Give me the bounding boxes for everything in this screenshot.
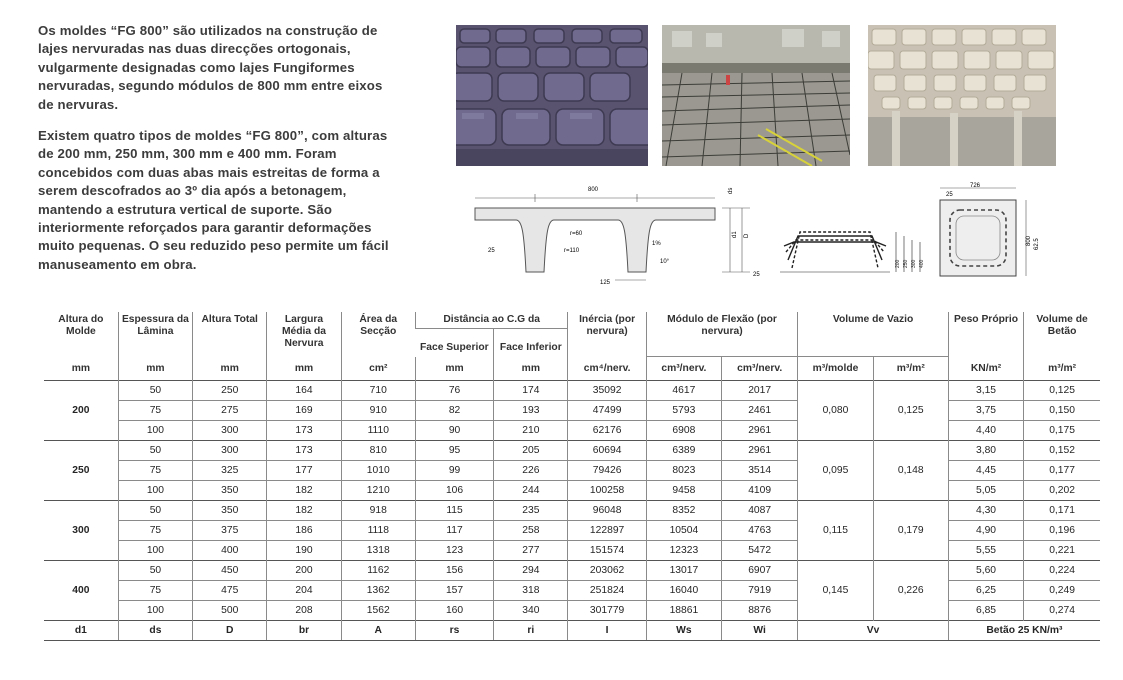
cell-a: 1362 <box>341 581 415 601</box>
r60-label: r=60 <box>570 231 583 237</box>
slope-label: 1% <box>652 241 661 247</box>
cell-betao: 0,175 <box>1024 421 1100 441</box>
cell-br: 164 <box>267 381 341 401</box>
cell-peso: 4,90 <box>948 521 1023 541</box>
d1-label: d1 <box>732 231 738 238</box>
cell-a: 810 <box>341 441 415 461</box>
header-volume: Volume de Vazio <box>798 312 949 357</box>
cell-ds: 75 <box>118 581 192 601</box>
cell-wi: 8876 <box>722 601 798 621</box>
table-row <box>44 561 1100 581</box>
legend-br: br <box>267 621 341 641</box>
cell-ws: 9458 <box>646 481 721 501</box>
cell-ds: 100 <box>118 601 192 621</box>
cell-i: 151574 <box>568 541 646 561</box>
legend-ri: ri <box>494 621 568 641</box>
photo-molds <box>456 25 648 166</box>
cell-ds: 75 <box>118 401 192 421</box>
header-volume-betao: Volume de Betão <box>1024 312 1100 357</box>
cell-volume-molde: 0,115 <box>798 501 873 561</box>
cell-d: 500 <box>193 601 267 621</box>
cell-ws: 18861 <box>646 601 721 621</box>
cell-ri: 258 <box>494 521 568 541</box>
cell-ri: 294 <box>494 561 568 581</box>
header-altura-total: Altura Total <box>193 312 267 357</box>
dim-800-label: 800 <box>588 187 599 193</box>
cell-wi: 2961 <box>722 421 798 441</box>
cell-rs: 157 <box>415 581 493 601</box>
small-label: 25 <box>488 248 495 254</box>
cell-peso: 4,40 <box>948 421 1023 441</box>
cell-d: 325 <box>193 461 267 481</box>
cell-volume-m2: 0,125 <box>873 381 948 441</box>
side-800-label: 800 <box>1026 235 1032 246</box>
cell-ds: 100 <box>118 421 192 441</box>
cell-ws: 8023 <box>646 461 721 481</box>
cell-d: 300 <box>193 421 267 441</box>
cell-rs: 156 <box>415 561 493 581</box>
cell-a: 1010 <box>341 461 415 481</box>
cell-d: 350 <box>193 501 267 521</box>
cell-ws: 4617 <box>646 381 721 401</box>
cell-rs: 117 <box>415 521 493 541</box>
legend-d1: d1 <box>44 621 118 641</box>
cell-betao: 0,171 <box>1024 501 1100 521</box>
cell-ri: 277 <box>494 541 568 561</box>
r110-label: r=110 <box>564 248 580 254</box>
legend-Vv: Vv <box>798 621 949 641</box>
intro-paragraph-1: Os moldes “FG 800” são utilizados na construção de lajes nervuradas nas duas direcções ortogonais, vulgarmente designadas como lajes Fungiformes nervuradas, segundo módulos de 800 mm entre eixos de nervuras. <box>38 23 383 112</box>
cell-peso: 4,30 <box>948 501 1023 521</box>
cell-a: 710 <box>341 381 415 401</box>
cell-i: 96048 <box>568 501 646 521</box>
legend-I: I <box>568 621 646 641</box>
cell-br: 169 <box>267 401 341 421</box>
cell-d: 350 <box>193 481 267 501</box>
header-inercia: Inércia (por nervura) <box>568 312 646 357</box>
cell-i: 301779 <box>568 601 646 621</box>
cross-section-drawing <box>475 187 760 286</box>
cell-d: 400 <box>193 541 267 561</box>
cell-i: 203062 <box>568 561 646 581</box>
cell-rs: 99 <box>415 461 493 481</box>
unit-8: cm³/nerv. <box>646 357 721 381</box>
cell-betao: 0,152 <box>1024 441 1100 461</box>
cell-rs: 76 <box>415 381 493 401</box>
cell-i: 251824 <box>568 581 646 601</box>
cell-volume-m2: 0,179 <box>873 501 948 561</box>
cell-betao: 0,177 <box>1024 461 1100 481</box>
cell-ri: 210 <box>494 421 568 441</box>
cell-d: 450 <box>193 561 267 581</box>
legend-A: A <box>341 621 415 641</box>
cell-a: 918 <box>341 501 415 521</box>
stack-label-2: 250 <box>903 259 909 268</box>
header-face-inferior: Face Inferior <box>494 329 568 357</box>
cell-wi: 3514 <box>722 461 798 481</box>
cell-ri: 226 <box>494 461 568 481</box>
cell-i: 35092 <box>568 381 646 401</box>
intro-text <box>38 22 400 287</box>
cell-br: 173 <box>267 441 341 461</box>
cell-ds: 75 <box>118 521 192 541</box>
stack-label-3: 300 <box>911 259 917 268</box>
cell-altura-molde: 400 <box>44 561 118 621</box>
header-largura: Largura Média da Nervura <box>267 312 341 357</box>
cell-peso: 3,80 <box>948 441 1023 461</box>
cell-ri: 340 <box>494 601 568 621</box>
cell-peso: 6,85 <box>948 601 1023 621</box>
cell-wi: 4763 <box>722 521 798 541</box>
cell-betao: 0,221 <box>1024 541 1100 561</box>
unit-9: cm³/nerv. <box>722 357 798 381</box>
cell-br: 182 <box>267 501 341 521</box>
cell-br: 208 <box>267 601 341 621</box>
stacked-molds-drawing <box>780 232 925 272</box>
cell-d: 375 <box>193 521 267 541</box>
table-row <box>44 501 1100 521</box>
cell-altura-molde: 250 <box>44 441 118 501</box>
unit-7: cm⁴/nerv. <box>568 357 646 381</box>
table-body <box>44 381 1100 621</box>
cell-ri: 318 <box>494 581 568 601</box>
cell-rs: 160 <box>415 601 493 621</box>
cell-wi: 2961 <box>722 441 798 461</box>
angle-label: 10° <box>660 259 670 265</box>
cell-ds: 75 <box>118 461 192 481</box>
cell-a: 1110 <box>341 421 415 441</box>
cell-a: 1318 <box>341 541 415 561</box>
cell-ds: 50 <box>118 441 192 461</box>
cell-d: 275 <box>193 401 267 421</box>
cell-betao: 0,249 <box>1024 581 1100 601</box>
cell-a: 1162 <box>341 561 415 581</box>
cell-ri: 193 <box>494 401 568 421</box>
cell-br: 182 <box>267 481 341 501</box>
unit-10: m³/molde <box>798 357 873 381</box>
cell-betao: 0,274 <box>1024 601 1100 621</box>
top-25-label: 25 <box>946 192 953 198</box>
cell-br: 200 <box>267 561 341 581</box>
unit-11: m³/m² <box>873 357 948 381</box>
cell-rs: 82 <box>415 401 493 421</box>
cell-betao: 0,224 <box>1024 561 1100 581</box>
stack-label-4: 400 <box>919 259 925 268</box>
legend-Wi: Wi <box>722 621 798 641</box>
cell-ws: 8352 <box>646 501 721 521</box>
cell-wi: 4087 <box>722 501 798 521</box>
legend-rs: rs <box>415 621 493 641</box>
photo-waffle-ceiling <box>868 25 1056 166</box>
cell-br: 204 <box>267 581 341 601</box>
cell-a: 910 <box>341 401 415 421</box>
cell-i: 62176 <box>568 421 646 441</box>
technical-drawings <box>470 180 1050 300</box>
cell-rs: 115 <box>415 501 493 521</box>
cell-wi: 6907 <box>722 561 798 581</box>
cell-i: 100258 <box>568 481 646 501</box>
cell-betao: 0,202 <box>1024 481 1100 501</box>
top-726-label: 726 <box>970 183 981 189</box>
cell-betao: 0,196 <box>1024 521 1100 541</box>
cell-i: 47499 <box>568 401 646 421</box>
unit-5: mm <box>415 357 493 381</box>
cell-br: 186 <box>267 521 341 541</box>
cell-ws: 12323 <box>646 541 721 561</box>
unit-6: mm <box>494 357 568 381</box>
cell-ws: 5793 <box>646 401 721 421</box>
cell-rs: 90 <box>415 421 493 441</box>
header-face-superior: Face Superior <box>415 329 493 357</box>
d-label: D <box>744 233 750 238</box>
legend-betao: Betão 25 KN/m³ <box>948 621 1100 641</box>
cell-wi: 2017 <box>722 381 798 401</box>
cell-altura-molde: 200 <box>44 381 118 441</box>
ds-label: ds <box>728 187 734 194</box>
cell-ri: 235 <box>494 501 568 521</box>
cell-wi: 7919 <box>722 581 798 601</box>
cell-ds: 50 <box>118 381 192 401</box>
unit-0: mm <box>71 363 91 374</box>
unit-2: mm <box>193 357 267 381</box>
side-625-label: 62.5 <box>1034 238 1040 250</box>
header-modulo: Módulo de Flexão (por nervura) <box>646 312 798 357</box>
cell-volume-molde: 0,080 <box>798 381 873 441</box>
cell-rs: 106 <box>415 481 493 501</box>
table-row <box>44 441 1100 461</box>
cell-volume-molde: 0,145 <box>798 561 873 621</box>
header-altura-molde: Altura do Molde <box>58 314 104 337</box>
cell-wi: 4109 <box>722 481 798 501</box>
cell-peso: 3,15 <box>948 381 1023 401</box>
cell-volume-m2: 0,226 <box>873 561 948 621</box>
cell-ds: 50 <box>118 501 192 521</box>
cell-peso: 6,25 <box>948 581 1023 601</box>
units-row <box>44 357 1100 381</box>
cell-peso: 5,60 <box>948 561 1023 581</box>
unit-1: mm <box>118 357 192 381</box>
cell-ws: 13017 <box>646 561 721 581</box>
cell-rs: 123 <box>415 541 493 561</box>
cell-i: 79426 <box>568 461 646 481</box>
cell-ws: 6389 <box>646 441 721 461</box>
legend-Ws: Ws <box>646 621 721 641</box>
cell-altura-molde: 300 <box>44 501 118 561</box>
cell-a: 1118 <box>341 521 415 541</box>
photo-construction-site <box>662 25 850 166</box>
cell-br: 177 <box>267 461 341 481</box>
cell-rs: 95 <box>415 441 493 461</box>
cell-i: 122897 <box>568 521 646 541</box>
cell-i: 60694 <box>568 441 646 461</box>
cell-d: 300 <box>193 441 267 461</box>
cell-peso: 3,75 <box>948 401 1023 421</box>
cell-volume-molde: 0,095 <box>798 441 873 501</box>
cell-betao: 0,150 <box>1024 401 1100 421</box>
header-area: Área da Secção <box>341 312 415 357</box>
cell-peso: 5,55 <box>948 541 1023 561</box>
unit-13: m³/m² <box>1024 357 1100 381</box>
cell-ds: 100 <box>118 481 192 501</box>
cell-d: 475 <box>193 581 267 601</box>
cell-br: 190 <box>267 541 341 561</box>
stack-label-1: 200 <box>895 259 901 268</box>
cell-a: 1210 <box>341 481 415 501</box>
legend-ds: ds <box>118 621 192 641</box>
header-espessura: Espessura da Lâmina <box>118 312 192 357</box>
dim-25-label: 25 <box>753 272 760 278</box>
unit-12: KN/m² <box>948 357 1023 381</box>
cell-ws: 10504 <box>646 521 721 541</box>
cell-wi: 5472 <box>722 541 798 561</box>
cell-br: 173 <box>267 421 341 441</box>
header-peso: Peso Próprio <box>948 312 1023 357</box>
cell-ri: 174 <box>494 381 568 401</box>
unit-4: cm² <box>341 357 415 381</box>
cell-peso: 5,05 <box>948 481 1023 501</box>
cell-ds: 50 <box>118 561 192 581</box>
legend-D: D <box>193 621 267 641</box>
cell-d: 250 <box>193 381 267 401</box>
specifications-table <box>44 312 1100 641</box>
cell-a: 1562 <box>341 601 415 621</box>
cell-peso: 4,45 <box>948 461 1023 481</box>
legend-row <box>44 621 1100 641</box>
cell-volume-m2: 0,148 <box>873 441 948 501</box>
unit-3: mm <box>267 357 341 381</box>
intro-paragraph-2: Existem quatro tipos de moldes “FG 800”, com alturas de 200 mm, 250 mm, 300 mm e 400 mm. Foram concebidos com duas abas mais estreitas de forma a serem descofrados ao 3º dia após a betonagem, mantendo a estrutura vertical de suporte. São interiormente reforçados para garantir deformações muito pequenas. O seu reduzido peso permite um fácil manuseamento em obra. <box>38 128 389 272</box>
header-distancia: Distância ao C.G da <box>415 312 568 329</box>
cell-ri: 205 <box>494 441 568 461</box>
cell-ri: 244 <box>494 481 568 501</box>
cell-ws: 16040 <box>646 581 721 601</box>
dim-125-label: 125 <box>600 280 611 286</box>
cell-ds: 100 <box>118 541 192 561</box>
cell-wi: 2461 <box>722 401 798 421</box>
cell-ws: 6908 <box>646 421 721 441</box>
table-row <box>44 381 1100 401</box>
cell-betao: 0,125 <box>1024 381 1100 401</box>
top-view-drawing <box>940 183 1040 276</box>
